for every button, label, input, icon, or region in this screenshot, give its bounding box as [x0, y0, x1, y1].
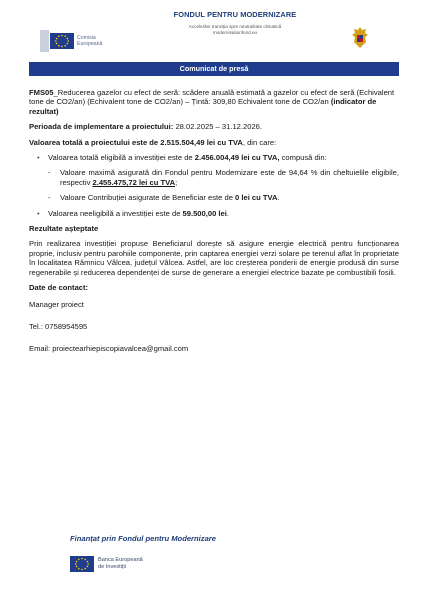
- bullet2-pre: Valoarea neeligibilă a investiției este de: [48, 208, 183, 218]
- dash2-text: Valoare Contribuției asigurate de Beneficiar este de: [60, 193, 236, 203]
- eib-text-line1: Banca Europeană: [98, 557, 143, 564]
- implementation-period: [29, 122, 399, 131]
- project-code: FMS05: [29, 88, 54, 97]
- eib-logo-text: [98, 557, 143, 570]
- bullet2-end: .: [226, 208, 229, 218]
- project-desc: _Reducerea gazelor cu efect de seră: scădere anuală estimată a gazelor cu efect de seră (Echivalent tone de CO2/an) (Echivalent tone de CO2/an) – Țintă: 309,80 Echivalent tone de CO2/an: [29, 88, 395, 107]
- eu-commission-logo: [40, 30, 120, 52]
- eu-logo-text-line1: Comisia: [77, 35, 96, 41]
- beneficiary-contribution-item: [48, 193, 399, 202]
- dash1-bold: 2.455.475,72 lei cu TVA: [92, 177, 176, 187]
- project-indicator: (indicator de rezultat): [29, 97, 377, 116]
- fund-subtitle-line2: modernisationfund.eu: [212, 30, 258, 35]
- ineligible-value-bullet: [37, 209, 399, 218]
- contact-phone: Tel.: 0758954595: [29, 321, 88, 331]
- fund-subtitle-line1: Accelerăm tranziția spre neutralitate climatică: [188, 24, 282, 29]
- header: [0, 0, 428, 56]
- eib-flag-icon: [70, 556, 94, 572]
- bullet2-bold: 59.500,00 lei: [182, 208, 227, 218]
- fund-max-value-item: [48, 168, 399, 187]
- main-content: [29, 88, 399, 354]
- modernisation-fund-block: [150, 10, 320, 36]
- bullet1-post: compusă din:: [279, 153, 327, 163]
- fund-subtitle: [150, 24, 320, 36]
- results-text: Prin realizarea investiției propuse Beneficiarul dorește să asigure energie electrică pentru funcționarea proprie, inclusiv pentru parohiile componente, prin captarea energiei verzi solare pe terenul aflat în proprietate în localitatea Râmnicu Vâlcea, județul Vâlcea. Astfel, are loc creșterea ponderii de energie produsă din surse regenerabile și reducerea dependenței de surse de generare a energiei electrice bazate pe combustibili fosili.: [29, 239, 399, 277]
- period-label: Perioada de implementare a proiectului:: [29, 122, 174, 132]
- eib-text-line2: de Investiții: [98, 564, 126, 570]
- dash1-end: ;: [175, 177, 178, 187]
- contact-role: Manager proiect: [29, 299, 84, 309]
- bullet1-pre: Valoarea totală eligibilă a investiției este de: [48, 153, 195, 163]
- dash2-bold: 0 lei cu TVA: [235, 193, 278, 203]
- romania-coat-of-arms-icon: [351, 27, 369, 49]
- fund-title: FONDUL PENTRU MODERNIZARE: [173, 10, 297, 19]
- period-value: 28.02.2025 – 31.12.2026.: [173, 122, 263, 132]
- press-release-banner: Comunicat de presă: [29, 62, 399, 76]
- results-heading: Rezultate așteptate: [29, 224, 99, 234]
- eu-flag-icon: [40, 30, 74, 52]
- eu-logo-text: [77, 35, 102, 47]
- dash2-end: .: [277, 193, 280, 203]
- total-value: [29, 138, 399, 147]
- eligible-value-bullet: [37, 153, 399, 162]
- contact-email: Email: proiectearhiepiscopiavalcea@gmail.com: [29, 344, 189, 354]
- total-value-text: Valoarea totală a proiectului este de 2.515.504,49 lei cu TVA: [29, 137, 243, 147]
- contact-heading: Date de contact:: [29, 283, 89, 293]
- total-value-suffix: , din care:: [242, 137, 277, 147]
- funded-by-text: Finanțat prin Fondul pentru Modernizare: [70, 534, 216, 543]
- eib-logo: [70, 556, 143, 572]
- eu-logo-text-line2: Europeană: [77, 41, 103, 47]
- project-description: [29, 88, 399, 116]
- dash1-text: Valoare maximă asigurată din Fondul pentru Modernizare este de 94,64 % din cheltuielile eligibile, respectiv: [60, 168, 399, 187]
- bullet1-bold: 2.456.004,49 lei cu TVA,: [194, 153, 280, 163]
